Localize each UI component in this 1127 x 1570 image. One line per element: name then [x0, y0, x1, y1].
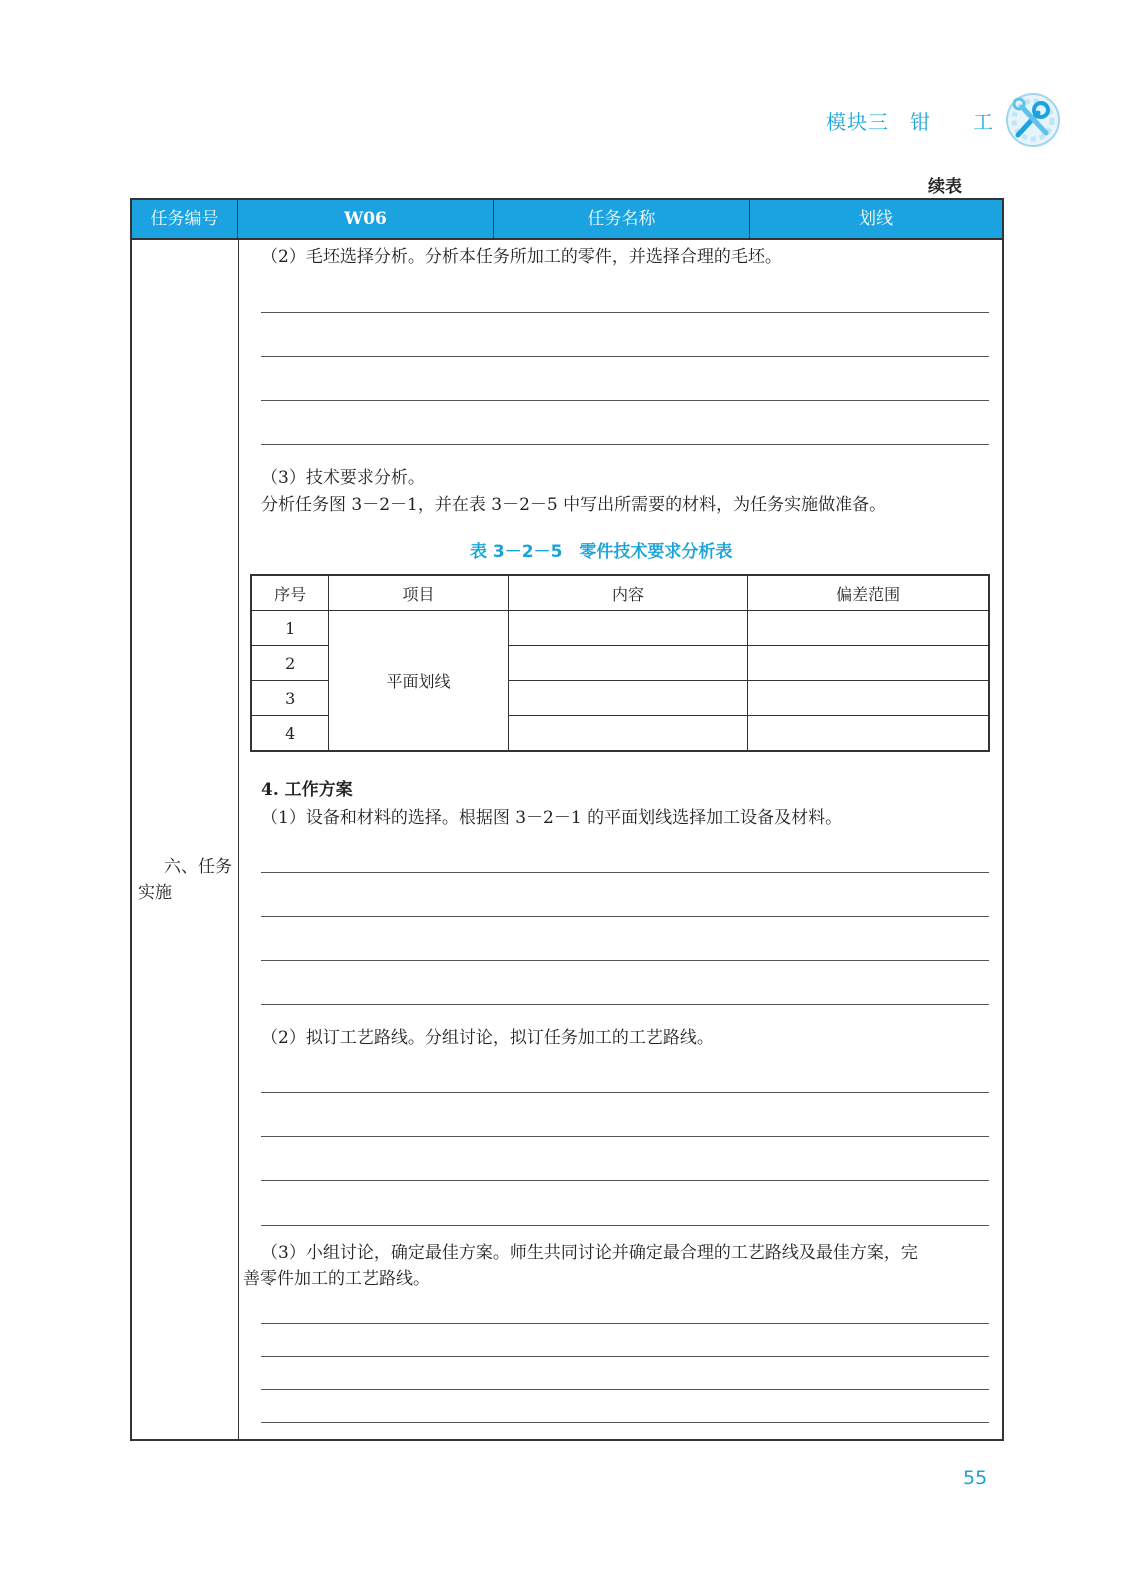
- tech-requirements-table: [250, 574, 990, 752]
- best-plan-text-2: 善零件加工的工艺路线。: [243, 1269, 430, 1289]
- page-number: 55: [963, 1467, 988, 1489]
- row-number: 2: [251, 646, 329, 681]
- equipment-text: （1）设备和材料的选择。根据图 3－2－1 的平面划线选择加工设备及材料。: [261, 808, 843, 828]
- row-number: 3: [251, 681, 329, 716]
- answer-line[interactable]: [261, 1092, 989, 1093]
- col-header-content: 内容: [508, 575, 747, 611]
- answer-line[interactable]: [261, 400, 989, 401]
- row-number: 1: [251, 611, 329, 646]
- task-id-label: 任务编号: [132, 200, 238, 238]
- item-cell: 平面划线: [329, 611, 509, 752]
- answer-line[interactable]: [261, 1389, 989, 1390]
- answer-line[interactable]: [261, 916, 989, 917]
- col-header-tolerance: 偏差范围: [748, 575, 989, 611]
- answer-line[interactable]: [261, 444, 989, 445]
- answer-line[interactable]: [261, 1422, 989, 1423]
- task-table-header: [132, 200, 1002, 240]
- row-number: 4: [251, 716, 329, 752]
- answer-line[interactable]: [261, 1004, 989, 1005]
- content-cell[interactable]: [508, 716, 747, 752]
- answer-line[interactable]: [261, 1136, 989, 1137]
- tolerance-cell[interactable]: [748, 681, 989, 716]
- col-header-item: 项目: [329, 575, 509, 611]
- tech-req-detail: 分析任务图 3－2－1，并在表 3－2－5 中写出所需要的材料，为任务实施做准备。: [261, 495, 887, 515]
- answer-line[interactable]: [261, 960, 989, 961]
- best-plan-text-1: （3）小组讨论，确定最佳方案。师生共同讨论并确定最合理的工艺路线及最佳方案，完: [261, 1243, 918, 1263]
- table-row: [251, 611, 989, 646]
- tolerance-cell[interactable]: [748, 611, 989, 646]
- content-cell[interactable]: [508, 646, 747, 681]
- route-text: （2）拟订工艺路线。分组讨论，拟订任务加工的工艺路线。: [261, 1028, 714, 1048]
- tolerance-cell[interactable]: [748, 646, 989, 681]
- continued-table-label: 续表: [928, 177, 962, 197]
- task-id-value: W06: [238, 200, 494, 238]
- col-header-seq: 序号: [251, 575, 329, 611]
- tech-req-heading: （3）技术要求分析。: [261, 468, 425, 488]
- answer-line[interactable]: [261, 1180, 989, 1181]
- tech-table-title: 表 3－2－5 零件技术要求分析表: [470, 542, 733, 562]
- table-header-row: [251, 575, 989, 611]
- section-label: 六、任务 实施: [138, 857, 232, 903]
- content-cell[interactable]: [508, 611, 747, 646]
- answer-line[interactable]: [261, 312, 989, 313]
- content-cell[interactable]: [508, 681, 747, 716]
- work-plan-heading: 4. 工作方案: [261, 780, 353, 800]
- answer-line[interactable]: [261, 1356, 989, 1357]
- wrench-gear-icon: [1004, 91, 1062, 149]
- answer-line[interactable]: [261, 356, 989, 357]
- task-name-label: 任务名称: [494, 200, 750, 238]
- task-name-value: 划线: [859, 209, 893, 229]
- blank-analysis-text: （2）毛坯选择分析。分析本任务所加工的零件，并选择合理的毛坯。: [261, 247, 782, 267]
- answer-line[interactable]: [261, 872, 989, 873]
- answer-line[interactable]: [261, 1323, 989, 1324]
- tolerance-cell[interactable]: [748, 716, 989, 752]
- section-label-column: [132, 240, 239, 1441]
- answer-line[interactable]: [261, 1225, 989, 1226]
- header-module-title: 模块三 钳 工: [826, 110, 994, 134]
